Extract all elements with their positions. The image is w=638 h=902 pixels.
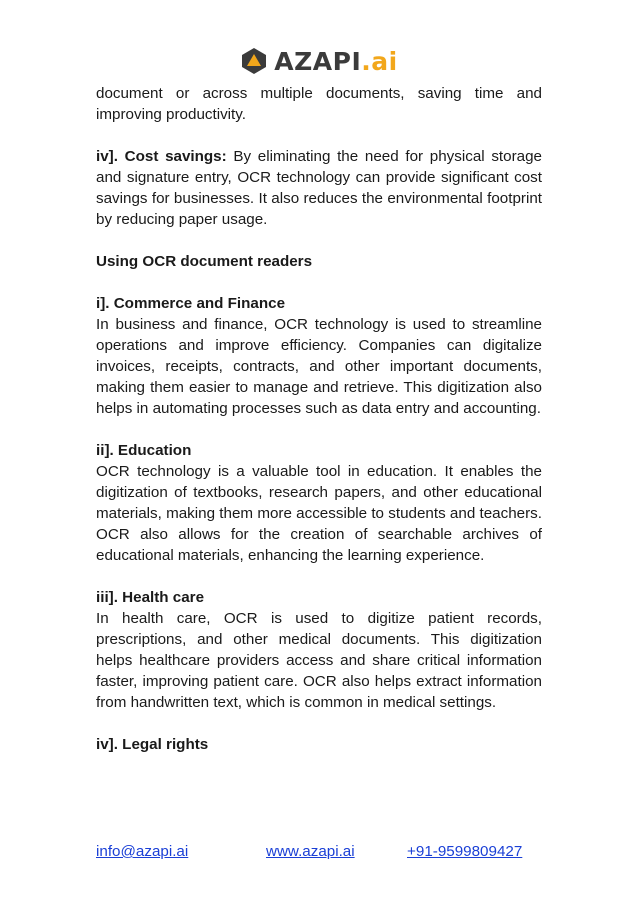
item-body-health-care: In health care, OCR is used to digitize patient records, prescriptions, and other medical documents. This digitization helps healthcare providers access and share critical information faster, improving patient care. OCR also helps extract information from handwritten text, which is common in medical settings. [96, 610, 542, 711]
item-heading-education: ii]. Education [96, 442, 192, 459]
brand-suffix: .ai [361, 46, 398, 76]
azapi-logo-icon [240, 47, 268, 75]
cost-savings-label: iv]. Cost savings: [96, 148, 227, 165]
document-body [96, 83, 542, 755]
cost-savings-text: By eliminating the need for physical storage and signature entry, OCR technology can provide significant cost savings for businesses. It also reduces the environmental footprint by reducing paper usage. [96, 148, 542, 228]
item-heading-health-care: iii]. Health care [96, 589, 205, 606]
item-body-commerce: In business and finance, OCR technology is used to streamline operations and improve efficiency. Companies can digitalize invoices, receipts, contracts, and other important documents, making them easier to manage and retrieve. This digitization also helps in automating processes such as data entry and accounting. [96, 316, 542, 417]
section-heading: Using OCR document readers [96, 253, 313, 270]
footer-email-link[interactable]: info@azapi.ai [96, 843, 189, 860]
item-heading-legal-rights: iv]. Legal rights [96, 736, 209, 753]
item-heading-commerce: i]. Commerce and Finance [96, 295, 286, 312]
footer-website-link[interactable]: www.azapi.ai [266, 843, 355, 860]
cost-savings-paragraph [96, 146, 542, 230]
page-footer [96, 843, 542, 865]
footer-phone-link[interactable]: +91-9599809427 [407, 843, 523, 860]
page-header [0, 44, 638, 78]
item-body-education: OCR technology is a valuable tool in education. It enables the digitization of textbooks, research papers, and other educational materials, making them more accessible to students and teachers. OCR also allows for the creation of searchable archives of educational materials, enhancing the learning experience. [96, 463, 542, 564]
brand-logo-text [274, 47, 397, 76]
brand-main: AZAPI [274, 46, 362, 76]
intro-continuation: document or across multiple documents, saving time and improving productivity. [96, 85, 542, 123]
